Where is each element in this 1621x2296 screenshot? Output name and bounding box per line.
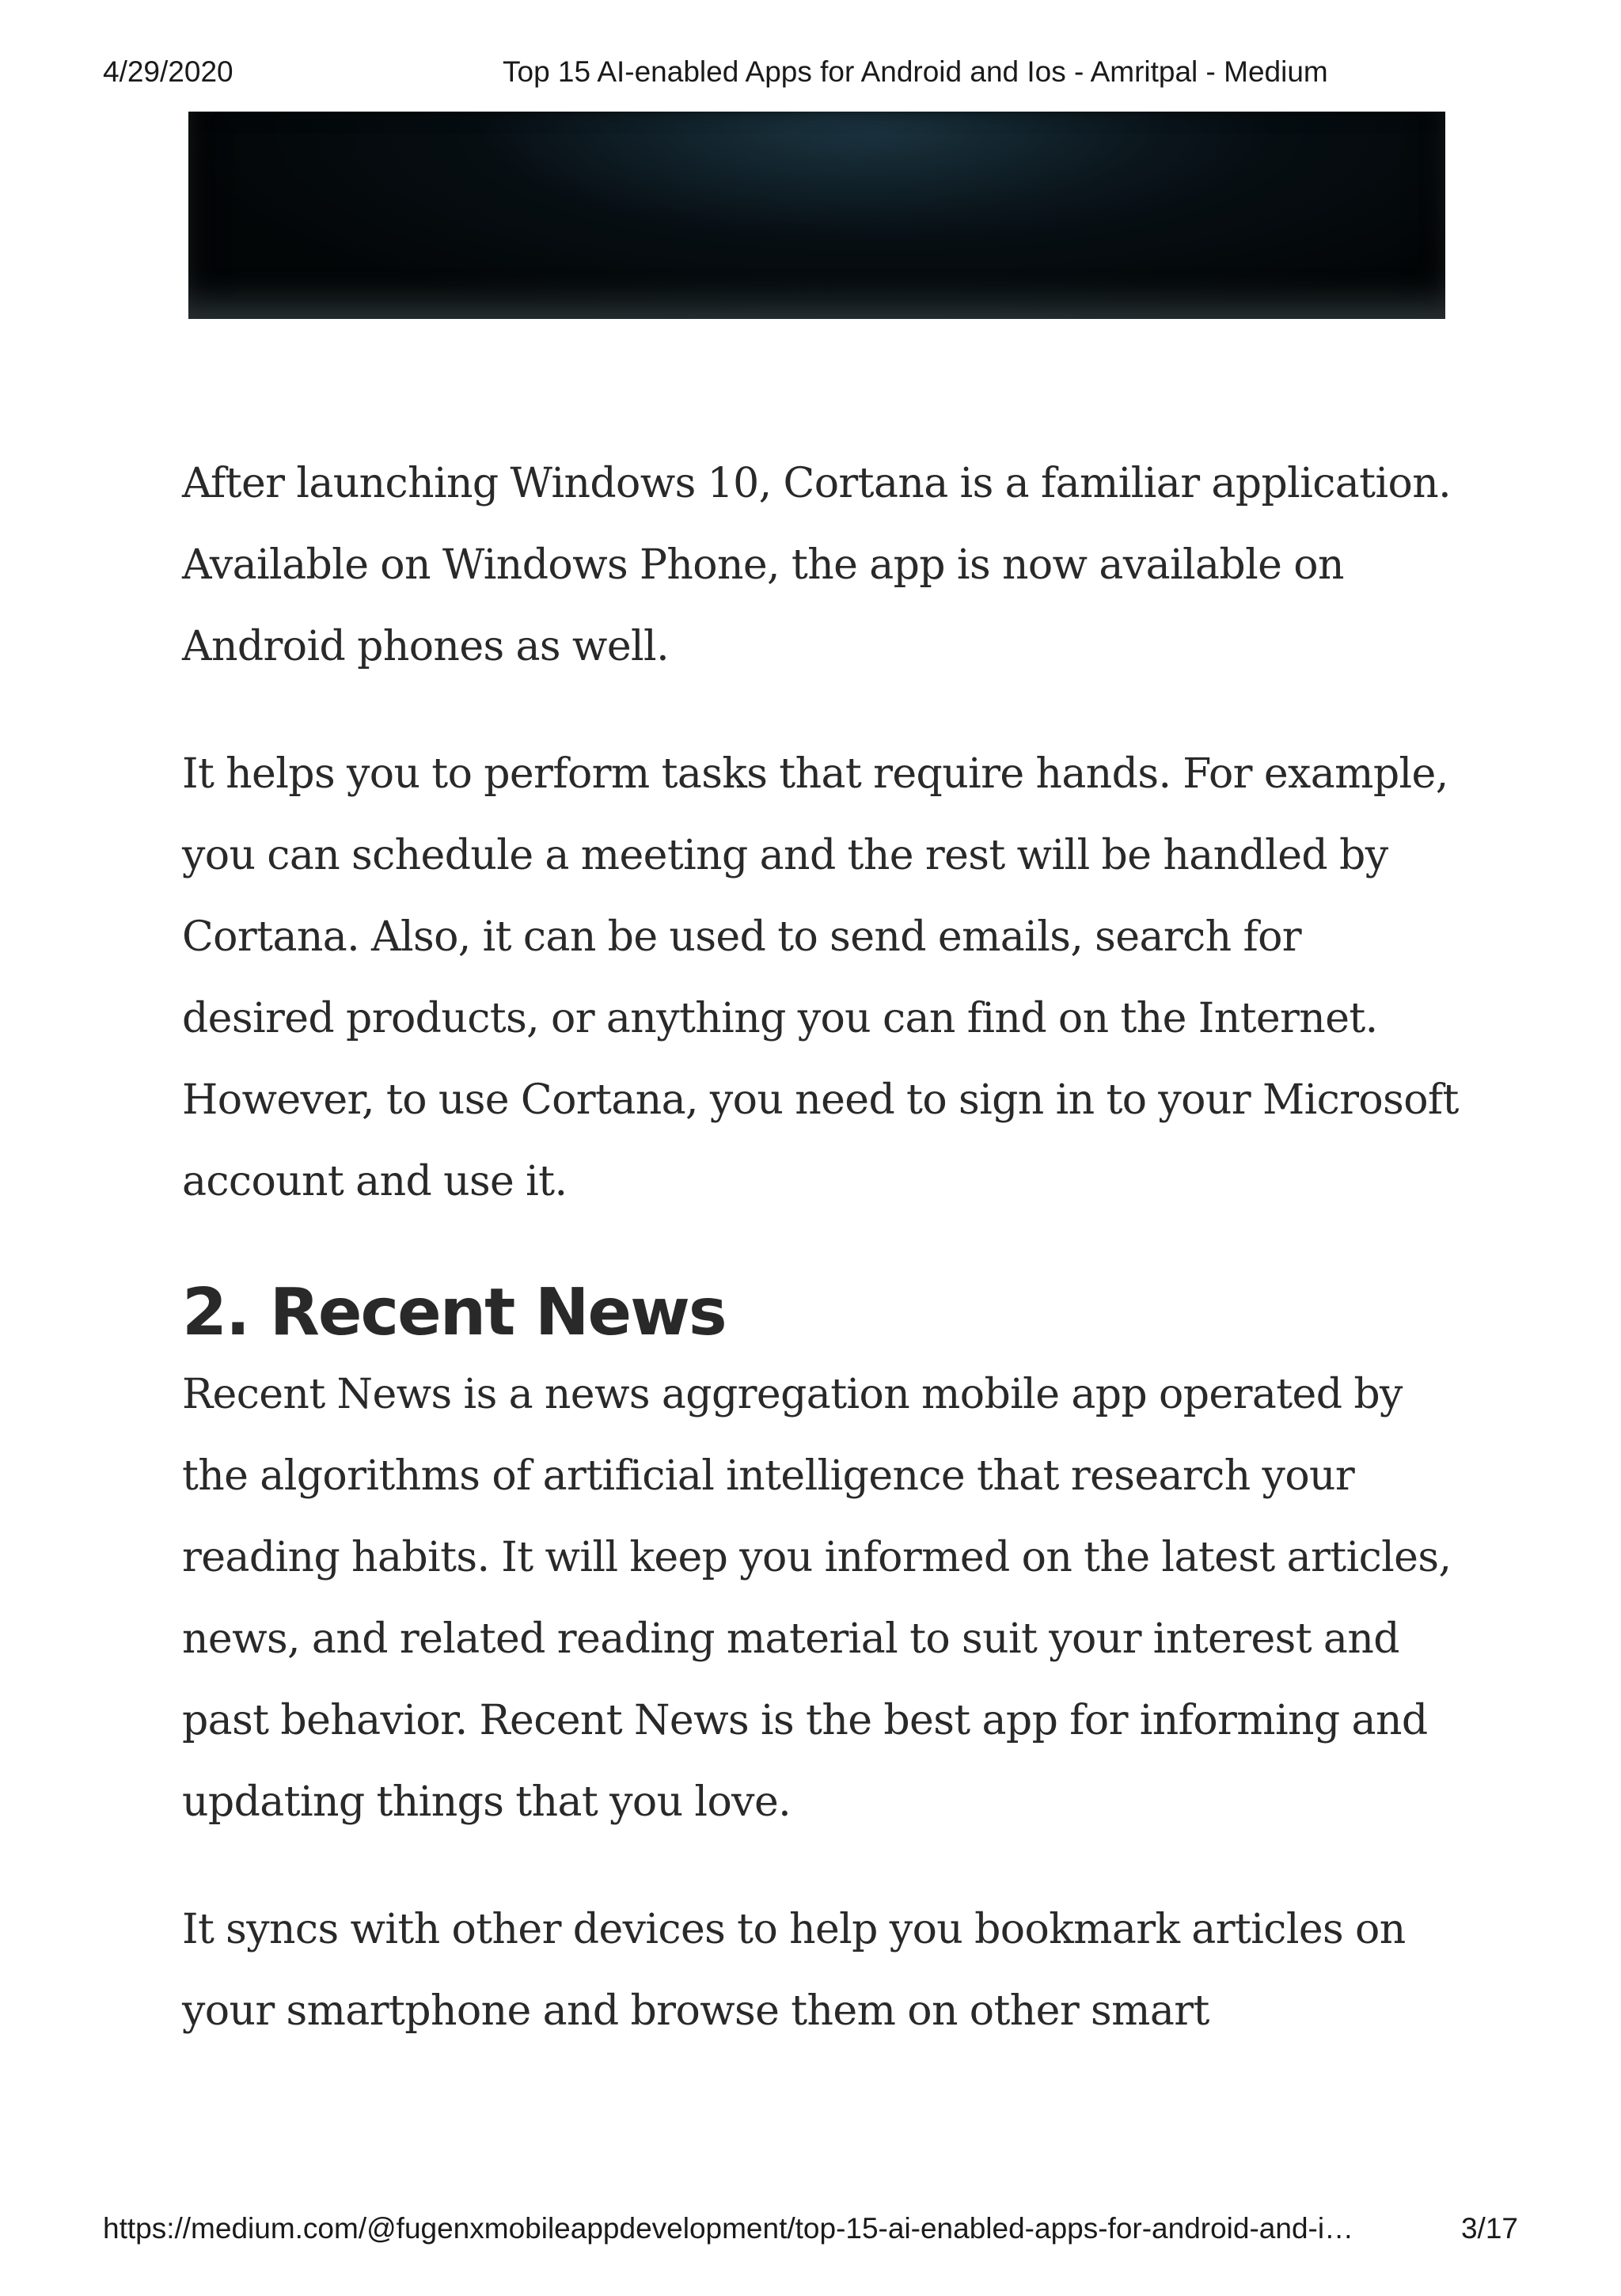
section-heading: 2. Recent News — [182, 1275, 726, 1350]
print-header — [103, 55, 1518, 92]
print-footer — [103, 2212, 1518, 2249]
article-paragraph: It helps you to perform tasks that require hands. For example, you can schedule a meeting and the rest will be handled by Cortana. Also, it can be used to send emails, search for desired products, or anything you can find on the Internet. However, to use Cortana, you need to sign in to your Microsoft account and use it. — [182, 750, 1459, 1205]
article-body — [182, 443, 1464, 2098]
page-number: 3/17 — [1460, 2212, 1518, 2245]
article-paragraph: After launching Windows 10, Cortana is a familiar application. Available on Windows Phone, the app is now available on Android phones as well. — [182, 460, 1452, 670]
print-date: 4/29/2020 — [103, 55, 233, 88]
article-paragraph: Recent News is a news aggregation mobile app operated by the algorithms of artificial intelligence that research your reading habits. It will keep you informed on the latest articles, news, and related reading material to suit your interest and past behavior. Recent News is the best app for informing and updating things that you love. — [182, 1371, 1452, 1826]
print-url: https://medium.com/@fugenxmobileappdevelopment/top-15-ai-enabled-apps-for-android-and-i… — [103, 2212, 1354, 2245]
print-page-title: Top 15 AI-enabled Apps for Android and Ios - Amritpal - Medium — [503, 55, 1328, 88]
article-image — [188, 112, 1445, 319]
article-paragraph: It syncs with other devices to help you bookmark articles on your smartphone and browse them on other smart — [182, 1906, 1406, 2035]
